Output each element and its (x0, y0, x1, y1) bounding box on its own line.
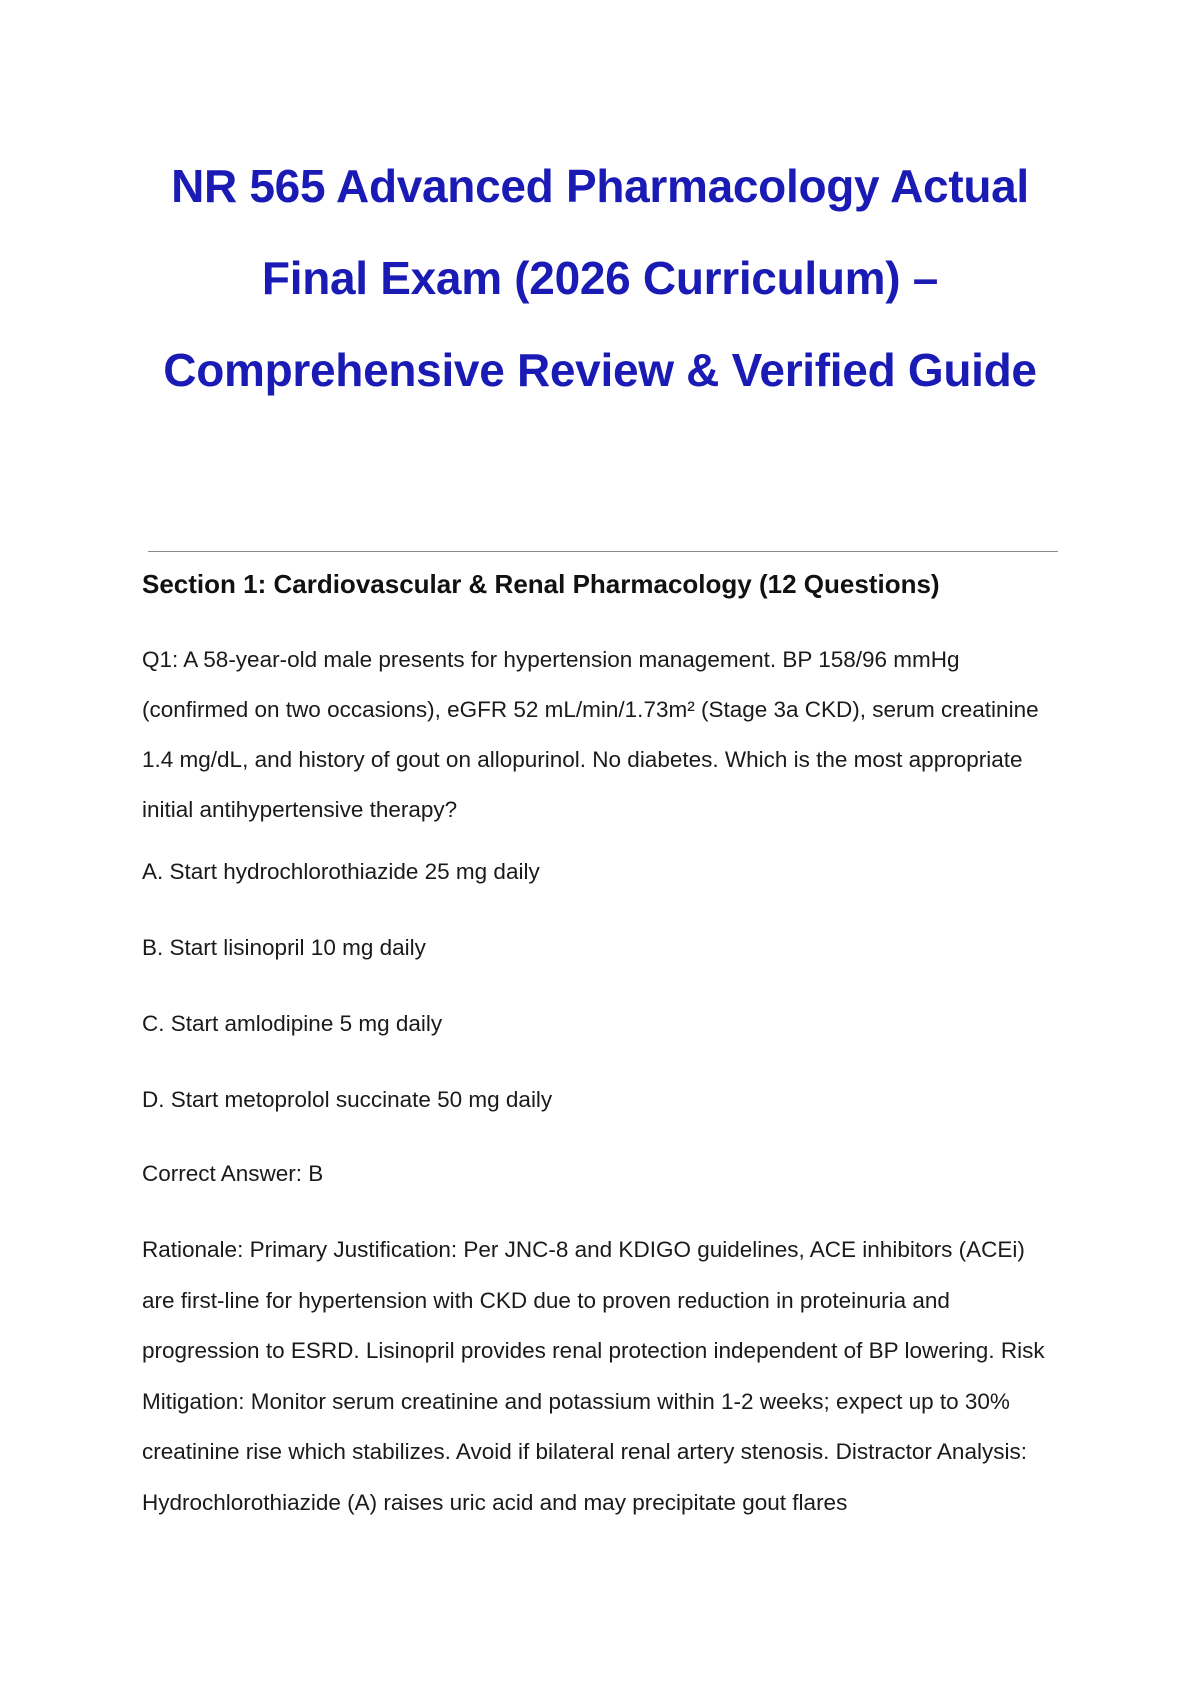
option-c: C. Start amlodipine 5 mg daily (142, 1011, 443, 1036)
option-b: B. Start lisinopril 10 mg daily (142, 935, 426, 960)
document-title: NR 565 Advanced Pharmacology Actual Final Exam (2026 Curriculum) – Comprehensive Review & Verified Guide (163, 160, 1037, 396)
section-heading: Section 1: Cardiovascular & Renal Pharmacology (12 Questions) (142, 569, 940, 599)
option-d: D. Start metoprolol succinate 50 mg daily (142, 1087, 553, 1112)
horizontal-divider (148, 551, 1058, 552)
rationale-text: Rationale: Primary Justification: Per JNC-8 and KDIGO guidelines, ACE inhibitors (ACEi) are first-line for hypertension with CKD due to proven reduction in proteinuria and progression to ESRD. Lisinopril provides renal protection independent of BP lowering. Risk Mitigation: Monitor serum creatinine and potassium within 1-2 weeks; expect up to 30% creatinine rise which stabilizes. Avoid if bilateral renal artery stenosis. Distractor Analysis: Hydrochlorothiazide (A) raises uric acid and may precipitate gout flares (142, 1237, 1045, 1515)
option-a: A. Start hydrochlorothiazide 25 mg daily (142, 859, 540, 884)
correct-answer: Correct Answer: B (142, 1161, 324, 1186)
answer-options (142, 847, 1062, 1125)
question-text: Q1: A 58-year-old male presents for hypertension management. BP 158/96 mmHg (confirmed on two occasions), eGFR 52 mL/min/1.73m² (Stage 3a CKD), serum creatinine 1.4 mg/dL, and history of gout on allopurinol. No diabetes. Which is the most appropriate initial antihypertensive therapy? (142, 647, 1039, 822)
document-body (142, 560, 1062, 1528)
